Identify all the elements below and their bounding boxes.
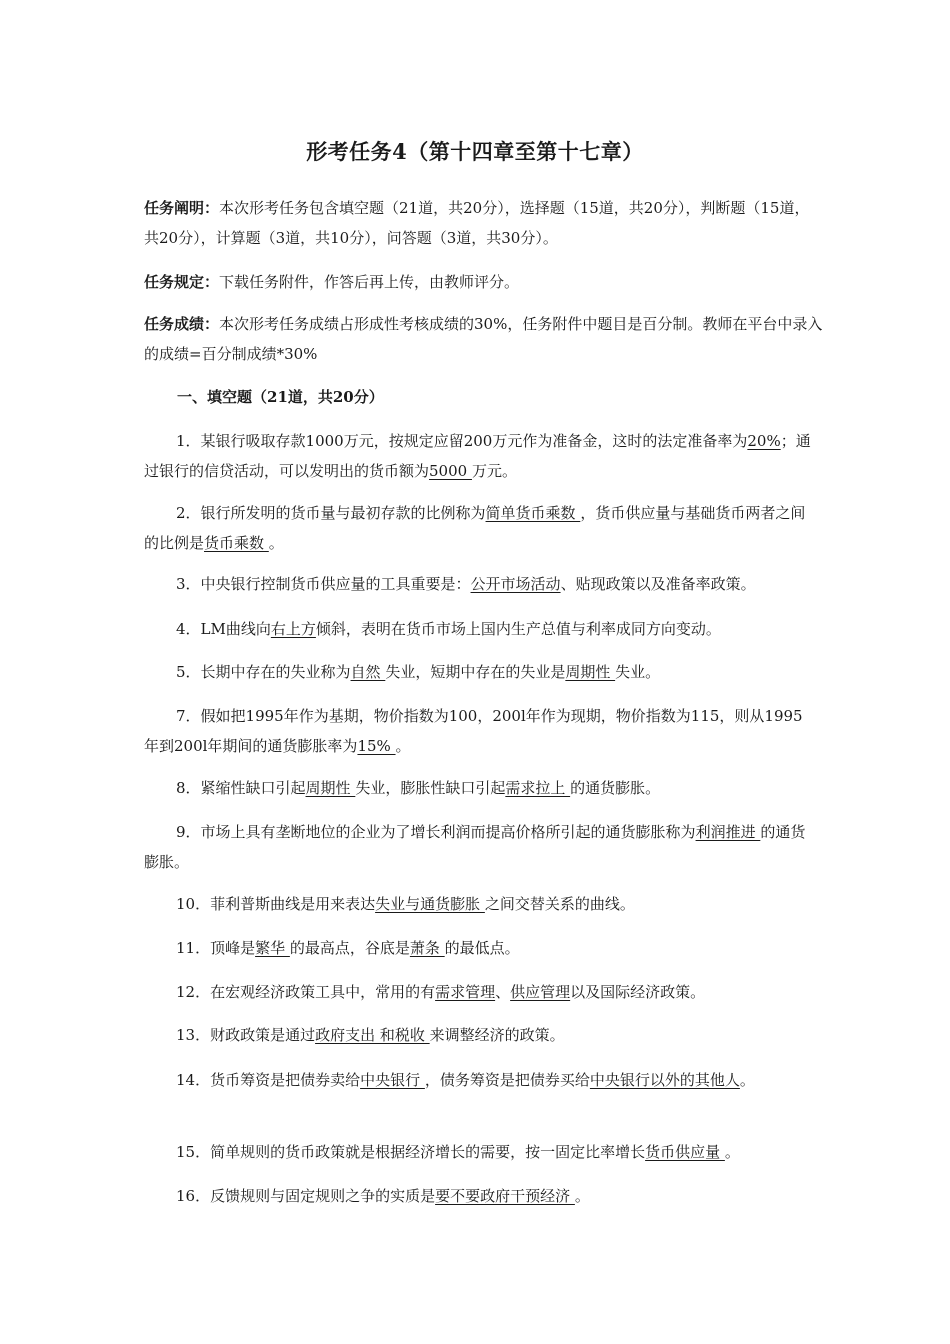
question-text: 2．银行所发明的货币量与最初存款的比例称为 <box>176 504 486 522</box>
question-text: 9．市场上具有垄断地位的企业为了增长利润而提高价格所引起的通货膨胀称为 <box>176 823 696 841</box>
question-text: 、 <box>495 983 511 1001</box>
question-item <box>144 1065 816 1095</box>
answer-blank: 周期性 <box>305 779 356 797</box>
question-item <box>144 977 816 1007</box>
task-rules-label: 任务规定： <box>144 273 220 291</box>
question-text: 之间交替关系的曲线。 <box>484 895 635 913</box>
question-text: 的最低点。 <box>444 939 520 957</box>
question-item <box>144 657 816 687</box>
question-text: 3．中央银行控制货币供应量的工具重要是： <box>176 575 471 593</box>
answer-blank: 货币乘数 <box>204 534 269 552</box>
answer-blank: 5000 <box>429 462 472 480</box>
answer-blank: 供应管理 <box>510 983 571 1001</box>
question-text: 15．简单规则的货币政策就是根据经济增长的需要，按一固定比率增长 <box>176 1143 646 1161</box>
question-text: ；通过银行的信贷活动，可以发明出的货币额为 <box>144 432 811 480</box>
answer-blank: 需求拉上 <box>505 779 571 797</box>
answer-blank: 20% <box>747 432 781 450</box>
answer-blank: 货币供应量 <box>645 1143 725 1161</box>
answer-blank: 15% <box>357 737 396 755</box>
task-description-label: 任务阐明： <box>144 199 220 217</box>
question-item <box>144 498 816 558</box>
question-text: 。 <box>268 534 284 552</box>
question-text: 5．长期中存在的失业称为 <box>176 663 351 681</box>
question-item <box>144 569 834 599</box>
task-rules <box>144 267 824 297</box>
question-text: 14．货币筹资是把债券卖给 <box>176 1071 361 1089</box>
question-text: 。 <box>739 1071 755 1089</box>
question-item <box>144 773 816 803</box>
question-text: 7．假如把1995年作为基期，物价指数为100，200l年作为现期，物价指数为115，则从1995年到200l年期间的通货膨胀率为 <box>144 707 803 755</box>
document-title: 形考任务4（第十四章至第十七章） <box>306 139 644 164</box>
question-text: 16．反馈规则与固定规则之争的实质是 <box>176 1187 436 1205</box>
task-score-text: 本次形考任务成绩占形成性考核成绩的30%，任务附件中题目是百分制。教师在平台中录入的成绩=百分制成绩*30% <box>144 315 823 363</box>
question-text: 的最高点，谷底是 <box>289 939 410 957</box>
question-text: 以及国际经济政策。 <box>570 983 706 1001</box>
task-description <box>144 193 824 253</box>
answer-blank: 萧条 <box>409 939 445 957</box>
question-item <box>144 701 816 761</box>
answer-blank: 自然 <box>350 663 386 681</box>
answer-blank: 简单货币乘数 <box>485 504 581 522</box>
question-text: 失业，短期中存在的失业是 <box>385 663 566 681</box>
question-text: 。 <box>574 1187 590 1205</box>
question-text: 失业。 <box>615 663 661 681</box>
question-item <box>144 614 816 644</box>
answer-blank: 要不要政府干预经济 <box>435 1187 575 1205</box>
question-item <box>144 1137 816 1167</box>
question-text: ，债务筹资是把债券买给 <box>424 1071 590 1089</box>
question-text: 的通货膨胀。 <box>144 823 806 871</box>
question-text: 11．顶峰是 <box>176 939 256 957</box>
question-text: 4．LM曲线向 <box>176 620 271 638</box>
section-title: 一、填空题（21道，共20分） <box>177 388 384 406</box>
answer-blank: 利润推进 <box>695 823 761 841</box>
task-rules-text: 下载任务附件，作答后再上传，由教师评分。 <box>219 273 520 291</box>
question-item <box>144 1181 816 1211</box>
task-score-label: 任务成绩： <box>144 315 220 333</box>
answer-blank: 需求管理 <box>435 983 496 1001</box>
answer-blank: 周期性 <box>565 663 616 681</box>
question-item <box>144 426 816 486</box>
question-text: 来调整经济的政策。 <box>429 1026 565 1044</box>
question-text: 。 <box>395 737 411 755</box>
answer-blank: 中央银行 <box>360 1071 425 1089</box>
question-item <box>144 933 816 963</box>
question-text: 13．财政政策是通过 <box>176 1026 316 1044</box>
task-description-text: 本次形考任务包含填空题（21道，共20分），选择题（15道，共20分），判断题（15道，共20分），计算题（3道，共10分），问答题（3道，共30分）。 <box>144 199 810 247</box>
answer-blank: 政府支出 和税收 <box>315 1026 430 1044</box>
question-text: 8．紧缩性缺口引起 <box>176 779 306 797</box>
question-text: 10．菲利普斯曲线是用来表达 <box>176 895 376 913</box>
question-item <box>144 817 816 877</box>
answer-blank: 中央银行以外的其他人 <box>589 1071 740 1089</box>
question-text: 1．某银行吸取存款1000万元，按规定应留200万元作为准备金，这时的法定准备率为 <box>176 432 748 450</box>
question-text: ，货币供应量与基础货币两者之间的比例是 <box>144 504 806 552</box>
answer-blank: 繁华 <box>255 939 290 957</box>
question-text: 万元。 <box>471 462 517 480</box>
answer-blank: 失业与通货膨胀 <box>375 895 485 913</box>
task-score <box>144 309 824 369</box>
answer-blank: 公开市场活动 <box>470 575 561 593</box>
question-text: 的通货膨胀。 <box>570 779 661 797</box>
question-text: 倾斜，表明在货币市场上国内生产总值与利率成同方向变动。 <box>315 620 721 638</box>
question-text: 、贴现政策以及准备率政策。 <box>560 575 756 593</box>
question-item <box>144 889 816 919</box>
question-text: 。 <box>724 1143 740 1161</box>
answer-blank: 右上方 <box>270 620 316 638</box>
question-item <box>144 1020 816 1050</box>
question-text: 失业，膨胀性缺口引起 <box>355 779 506 797</box>
question-text: 12．在宏观经济政策工具中，常用的有 <box>176 983 436 1001</box>
